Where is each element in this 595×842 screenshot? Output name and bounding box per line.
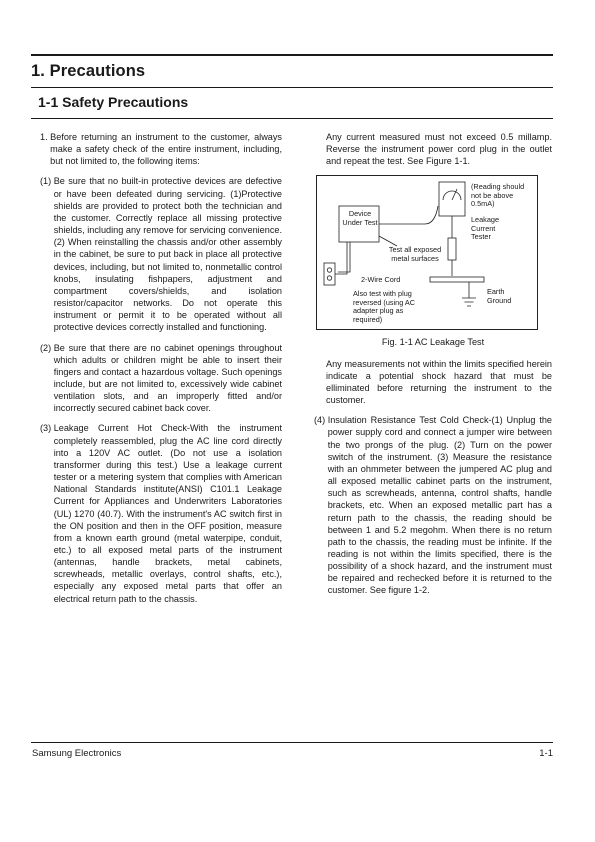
ground-bar (430, 277, 484, 282)
top-rule (31, 54, 553, 56)
plug-reversed-label: Also test with plug reversed (using AC adapter plug as required) (353, 289, 416, 324)
item-number: (2) (40, 342, 54, 353)
figure-caption: Fig. 1-1 AC Leakage Test (381, 337, 485, 348)
footer-rule (31, 742, 553, 743)
test-lead (379, 206, 438, 224)
paragraph-text: Before returning an instrument to the customer, always make a safety check of the entire instrument, including, but not limited to, the following items: (50, 132, 282, 167)
chapter-title: 1. Precautions (31, 62, 146, 80)
item-number: (4) (314, 415, 328, 426)
item-number: (1) (40, 176, 54, 187)
paragraph-text: Be sure that there are no cabinet openings throughout which adults or children might be able to insert their fingers and contact a hazardous voltage. Such openings include, but are not limited to, excessively wide cabinet ventilation slots, and an improperly fitted and/or incorrectly secured cabinet back cover. (53, 342, 282, 414)
ground-symbol (462, 298, 476, 306)
item-number: 1. (40, 132, 51, 142)
section-title: 1-1 Safety Precautions (38, 94, 189, 110)
figure-ac-leakage-test (314, 175, 552, 348)
meter-scale (443, 191, 461, 200)
cord-label: 2-Wire Cord (361, 275, 401, 285)
paragraph-2 (40, 175, 282, 333)
device-label: Device Under Test (342, 209, 378, 227)
footer-company: Samsung Electronics (32, 748, 122, 759)
probe-handle (448, 238, 456, 260)
reading-label: (Reading should not be above 0.5mA) (471, 182, 525, 209)
left-column (40, 131, 282, 613)
two-wire-cord (335, 242, 347, 274)
paragraph-right-3 (314, 414, 552, 596)
test-surfaces-label: Test all exposed metal surfaces (388, 245, 442, 263)
section-rule (31, 118, 553, 119)
footer-page-number: 1-1 (539, 748, 553, 759)
paragraph-right-2: Any measurements not within the limits specified herein indicate a potential shock hazard that must be elliminated before returning the instrument to the customer. (326, 358, 552, 406)
right-column (314, 131, 552, 605)
plug-prong (327, 268, 331, 272)
earth-ground-label: Earth Ground (487, 287, 512, 305)
paragraph-right-1: Any current measured must not exceed 0.5 millamp. Reverse the instrument power cord plug in the outlet and repeat the test. See Figure 1-1. (326, 132, 552, 167)
paragraph-text: Be sure that no built-in protective devices are defective or have been defeated during servicing. (1)Protective shields are provided to protect both the technician and the customer. Correctly replace all missing protective shields, including any remove for servicing convenience. (2) When reinstalling the chassis and/or other assembly in the cabinet, be sure to put back in place all protective devices, including, but not limited to, nonmetallic control knobs, insulating fishpapers, adjustment and compartment covers/shields, and isolation resistor/capacitor networks. Do not operate this instrument or permit it to be operated without all protective devices correctly installed and functioning. (53, 176, 282, 333)
paragraph-1 (40, 131, 282, 167)
two-wire-cord (338, 242, 350, 272)
paragraph-text: Insulation Resistance Test Cold Check-(1) Unplug the power supply cord and connect a jumper wire between the two prongs of the plug. (2) Turn on the power switch of the instrument. (3) Measure the resistance with an ohmmeter between the jumpered AC plug and all exposed metallic cabinet parts on the instrument, such as screwheads, antenna, control shafts, handle brackets, etc. When an exposed metallic part has a return path to the chassis, the reading should be between 1 and 5.2 megohm. When there is no return path to the chassis, the reading must be infinite. If the reading is not within the limits specified, there is the possibility of a shock hazard, and the instrument must be repaired and rechecked before it is returned to the customer. See figure 1-2. (327, 415, 552, 596)
paragraph-text: Leakage Current Hot Check-With the instrument completely reassembled, plug the AC line cord directly into a 120V AC outlet. (Do not use a isolation transformer during this test.) Use a leakage current tester or a metering system that complies with American National Standards institute(ANSI) C101.1 Leakage Current for Appliances and Underwriters Laboratories (UL) 1270 (40.7). With the instrument's AC switch first in the ON position and then in the OFF position, measure from a known earth ground (metal waterpipe, conduit, etc.) to all exposed metal parts of the instrument (antennas, handle brackets, metal cabinets, screwheads, metallic overlays, control shafts, etc.), especially any exposed metal parts that offer an electrical return path to the chassis. (53, 423, 282, 604)
title-rule (31, 87, 553, 88)
item-number: (3) (40, 423, 54, 434)
plug-body (324, 263, 335, 285)
plug-prong (327, 276, 331, 280)
paragraph-4 (40, 422, 282, 604)
paragraph-3 (40, 342, 282, 415)
figure-frame (316, 175, 538, 330)
tester-label: Leakage Current Tester (471, 215, 499, 242)
